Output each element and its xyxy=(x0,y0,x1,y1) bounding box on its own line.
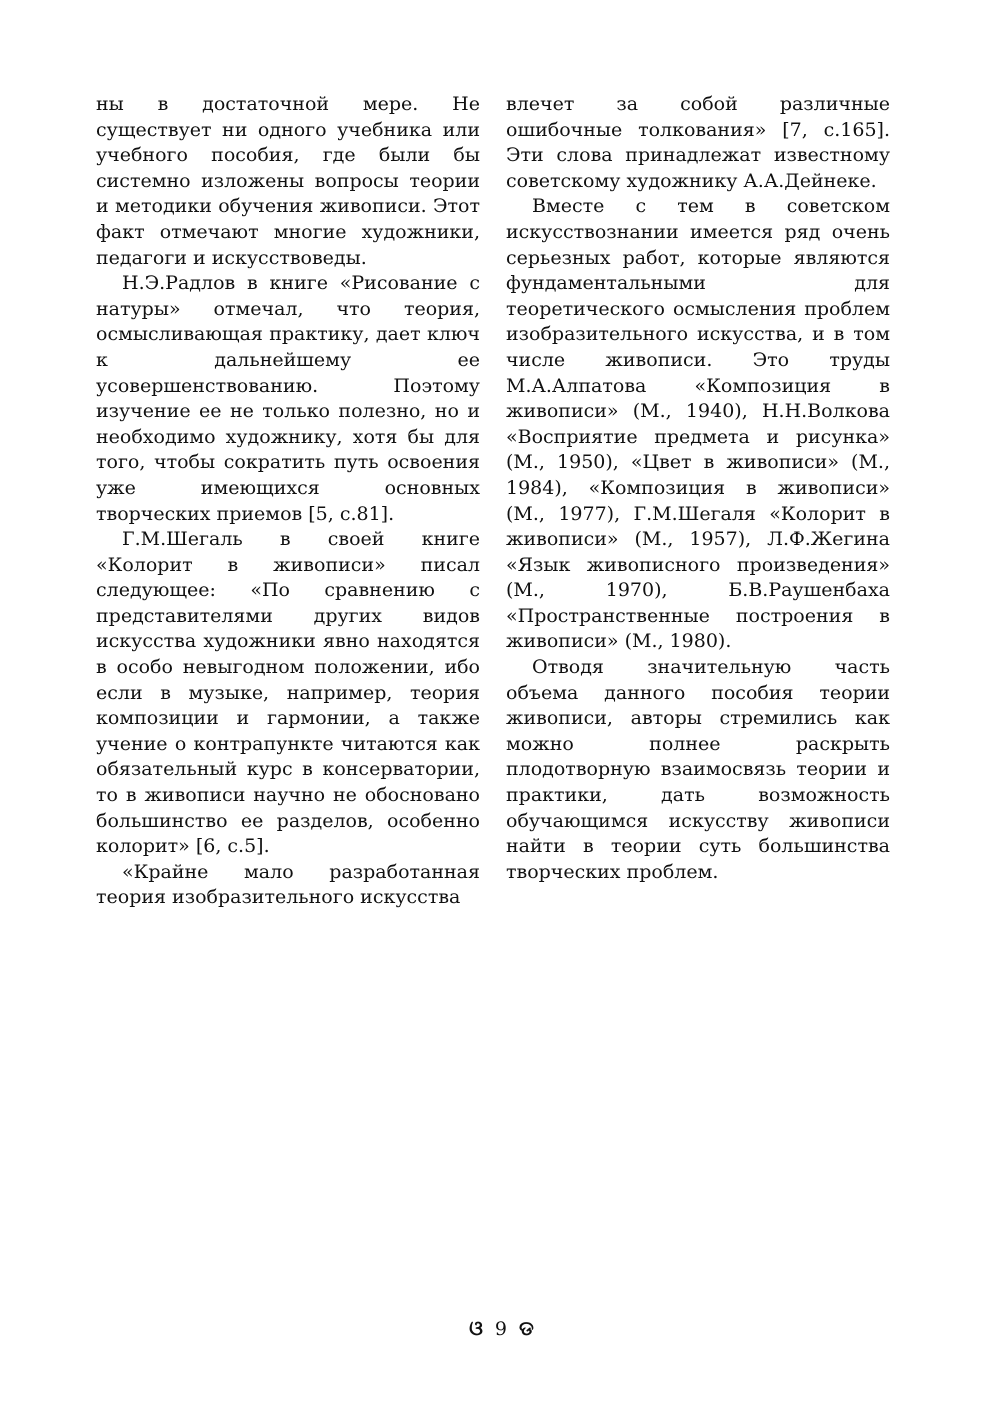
paragraph: ны в достаточной мере. Не существует ни одного учебника или учебного пособия, где были бы системно изложены вопросы теории и методики обучения живописи. Этот факт отмечают многие художники, педагоги и искусствоведы. xyxy=(96,93,480,269)
paragraph: Вместе с тем в советском искусствознании имеется ряд очень серьезных работ, которые являются фундаментальными для теоретического осмысления проблем изобразительного искусства, и в том числе живописи. Это труды М.А.Алпатова «Композиция в живописи» (М., 1940), Н.Н.Волкова «Восприятие предмета и рисунка» (М., 1950), «Цвет в живописи» (М., 1984), «Композиция в живописи» (М., 1977), Г.М.Шегаля «Колорит в живописи» (М., 1957), Л.Ф.Жегина «Язык живописного произведения» (М., 1970), Б.В.Раушенбаха «Пространственные построения в живописи» (М., 1980). xyxy=(506,195,890,653)
paragraph: влечет за собой различные ошибочные толкования» [7, с.165]. Эти слова принадлежат известному советскому художнику А.А.Дейнеке. xyxy=(506,93,890,192)
page-footer xyxy=(0,1316,1003,1341)
paragraph: «Крайне мало разработанная теория изобразительного искусства xyxy=(96,860,480,909)
paragraph: Отводя значительную часть объема данного пособия теории живописи, авторы стремились как можно полнее раскрыть плодотворную взаимосвязь теории и практики, дать возможность обучающимся искусству живописи найти в теории суть большинства творческих проблем. xyxy=(506,656,890,883)
right-column xyxy=(506,92,890,885)
ornament-right-icon: ଡ xyxy=(519,1316,534,1340)
paragraph: Г.М.Шегаль в своей книге «Колорит в живописи» писал следующее: «По сравнению с представителями других видов искусства художники явно находятся в особо невыгодном положении, ибо если в музыке, например, теория композиции и гармонии, а также учение о контрапункте читаются как обязательный курс в консерватории, то в живописи научно не обосновано большинство ее разделов, особенно колорит» [6, с.5]. xyxy=(96,528,480,858)
ornament-left-icon: ଓ xyxy=(469,1316,483,1340)
left-column xyxy=(96,92,480,911)
page-number: 9 xyxy=(494,1318,508,1340)
paragraph: Н.Э.Радлов в книге «Рисование с натуры» отмечал, что теория, осмысливающая практику, дает ключ к дальнейшему ее усовершенствованию. Поэтому изучение ее не только полезно, но и необходимо художнику, хотя бы для того, чтобы сократить путь освоения уже имеющихся основных творческих приемов [5, с.81]. xyxy=(96,272,480,525)
